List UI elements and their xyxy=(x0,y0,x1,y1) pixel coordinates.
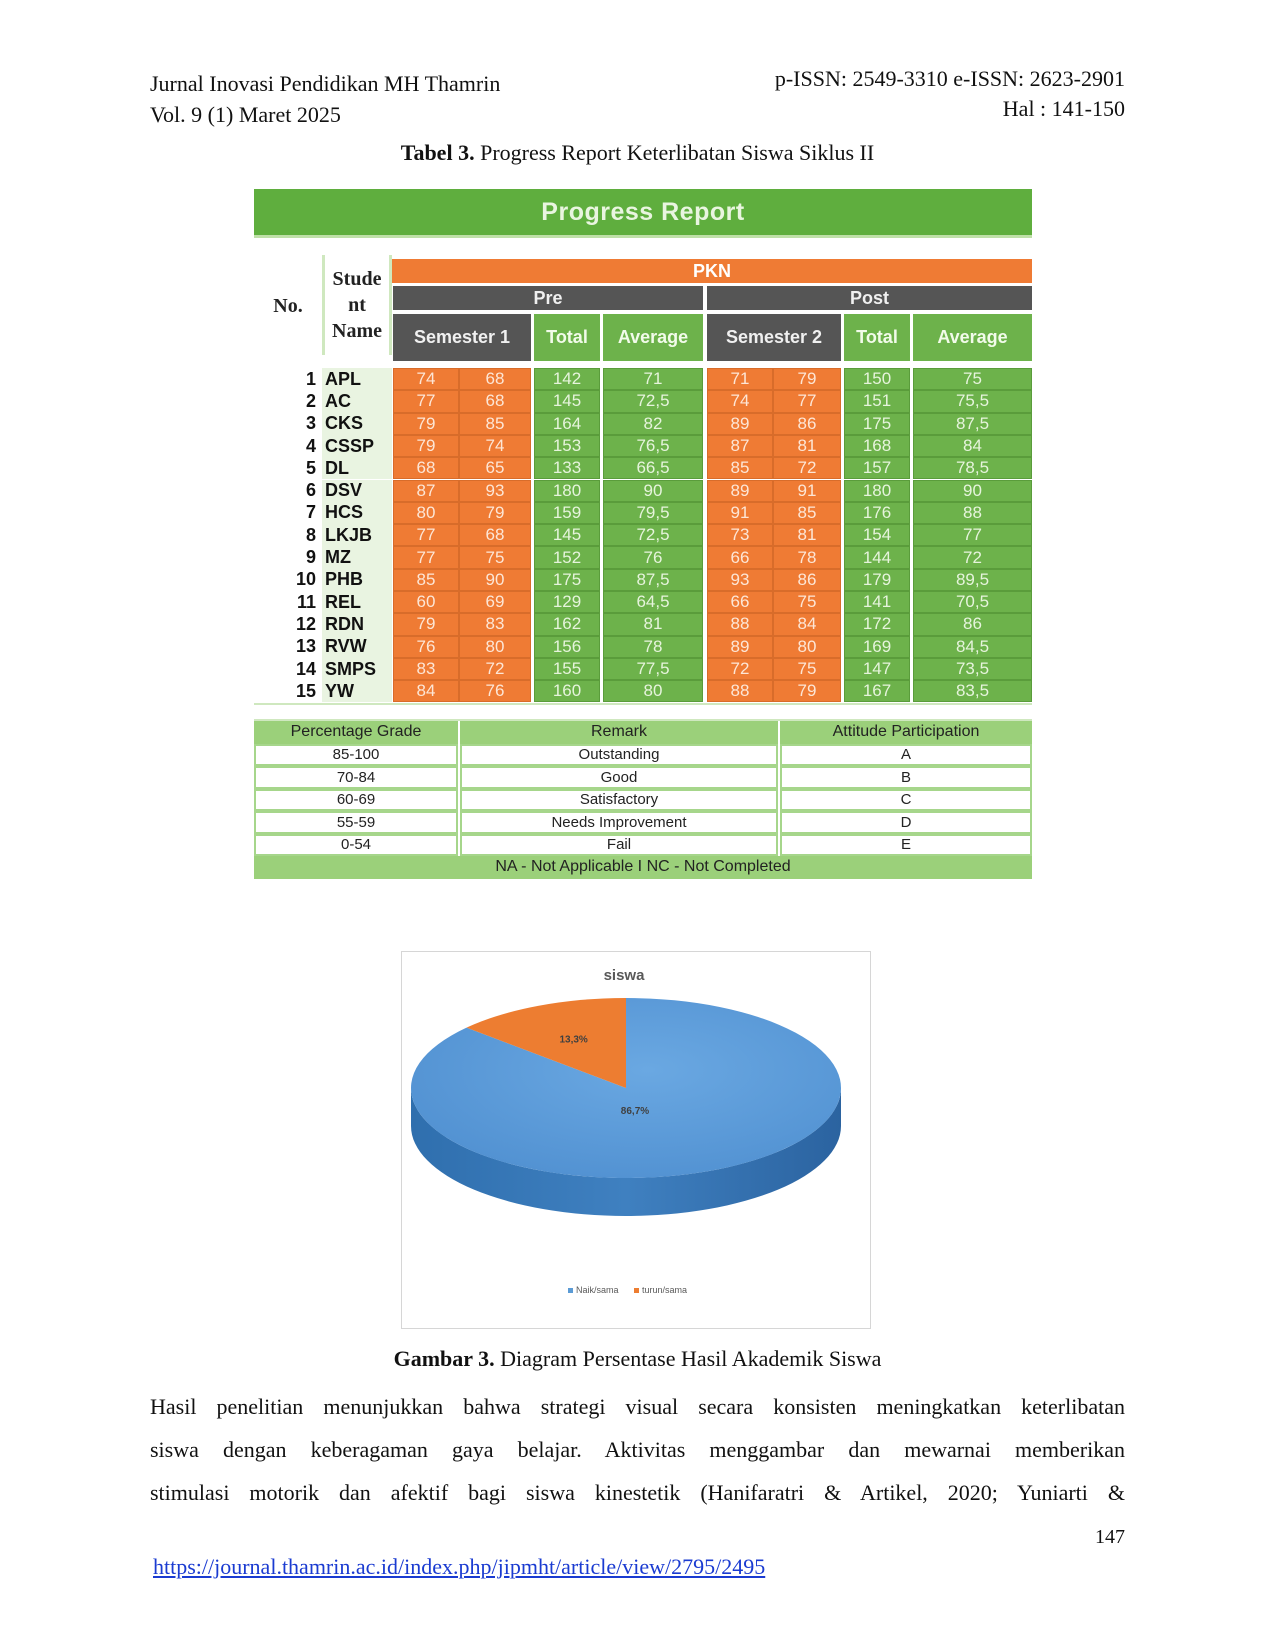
post-average: 77 xyxy=(913,524,1032,546)
row-number: 14 xyxy=(295,658,316,679)
semester1-score-b: 80 xyxy=(459,636,531,658)
pie-label-naik-sama: 86,7% xyxy=(620,1106,650,1118)
semester1-score-a: 77 xyxy=(393,524,459,546)
pre-total: 142 xyxy=(534,368,600,390)
semester2-score-a: 89 xyxy=(707,636,773,658)
semester1-score-a: 79 xyxy=(393,435,459,457)
pre-average: 72,5 xyxy=(603,524,703,546)
post-total-header: Total xyxy=(844,314,910,361)
report-banner: Progress Report xyxy=(254,189,1032,238)
row-number: 9 xyxy=(305,547,316,568)
semester2-score-a: 88 xyxy=(707,680,773,702)
semester1-score-a: 60 xyxy=(393,591,459,613)
attitude-participation-cell: D xyxy=(780,811,1032,834)
pre-total: 160 xyxy=(534,680,600,702)
paragraph-line-1: Hasil penelitian menunjukkan bahwa strategi visual secara konsisten meningkatkan keterlibatan xyxy=(150,1394,1125,1419)
semester1-score-a: 74 xyxy=(393,368,459,390)
pre-average: 80 xyxy=(603,680,703,702)
semester2-score-b: 80 xyxy=(773,636,841,658)
semester1-score-b: 69 xyxy=(459,591,531,613)
table-caption-text: Progress Report Keterlibatan Siswa Siklus II xyxy=(480,140,875,165)
student-name: MZ xyxy=(322,546,392,568)
pre-average: 76,5 xyxy=(603,435,703,457)
post-total: 151 xyxy=(844,390,910,412)
post-average: 78,5 xyxy=(913,457,1032,479)
pre-total: 133 xyxy=(534,457,600,479)
semester2-score-a: 89 xyxy=(707,480,773,502)
body-paragraph xyxy=(150,1385,1125,1514)
post-total: 144 xyxy=(844,546,910,568)
percentage-grade-cell: 55-59 xyxy=(254,811,458,834)
remark-cell: Needs Improvement xyxy=(460,811,778,834)
post-average: 70,5 xyxy=(913,591,1032,613)
pre-average: 82 xyxy=(603,413,703,435)
pre-average-header: Average xyxy=(603,314,703,361)
pre-average: 77,5 xyxy=(603,658,703,680)
semester1-score-b: 68 xyxy=(459,368,531,390)
semester2-score-b: 86 xyxy=(773,569,841,591)
pie-slices xyxy=(411,998,841,1216)
pre-average: 76 xyxy=(603,546,703,568)
student-name: DL xyxy=(322,457,392,479)
post-average: 83,5 xyxy=(913,680,1032,702)
semester2-score-a: 88 xyxy=(707,613,773,635)
pre-header: Pre xyxy=(393,286,703,310)
semester1-score-b: 65 xyxy=(459,457,531,479)
semester2-score-a: 74 xyxy=(707,390,773,412)
pre-average: 66,5 xyxy=(603,457,703,479)
percentage-grade-cell: 60-69 xyxy=(254,789,458,812)
semester2-score-b: 72 xyxy=(773,457,841,479)
semester1-score-b: 68 xyxy=(459,524,531,546)
student-name: RVW xyxy=(322,636,392,658)
post-header: Post xyxy=(707,286,1032,310)
pre-total: 145 xyxy=(534,524,600,546)
semester1-score-b: 90 xyxy=(459,569,531,591)
post-total: 150 xyxy=(844,368,910,390)
pre-total: 153 xyxy=(534,435,600,457)
percentage-grade-cell: 0-54 xyxy=(254,834,458,857)
pre-average: 90 xyxy=(603,480,703,502)
semester2-score-b: 91 xyxy=(773,480,841,502)
pie-chart xyxy=(401,951,871,1329)
post-total: 176 xyxy=(844,502,910,524)
semester2-score-a: 71 xyxy=(707,368,773,390)
semester2-score-b: 75 xyxy=(773,658,841,680)
semester1-score-a: 77 xyxy=(393,390,459,412)
student-name: DSV xyxy=(322,480,392,502)
semester2-score-a: 73 xyxy=(707,524,773,546)
row-number: 5 xyxy=(305,457,316,478)
post-average: 75 xyxy=(913,368,1032,390)
row-number: 2 xyxy=(305,390,316,411)
semester1-score-b: 74 xyxy=(459,435,531,457)
chart-title: siswa xyxy=(603,967,645,984)
pre-total-header: Total xyxy=(534,314,600,361)
row-number: 10 xyxy=(295,569,316,590)
name-header-line-1: Stude xyxy=(332,268,382,290)
semester1-score-a: 77 xyxy=(393,546,459,568)
semester2-score-a: 93 xyxy=(707,569,773,591)
student-name: HCS xyxy=(322,502,392,524)
remark-cell: Outstanding xyxy=(460,744,778,767)
pie-label-turun-sama: 13,3% xyxy=(559,1034,588,1046)
student-name: CSSP xyxy=(322,435,392,457)
post-total: 180 xyxy=(844,480,910,502)
semester1-score-a: 68 xyxy=(393,457,459,479)
post-average: 84,5 xyxy=(913,636,1032,658)
post-total: 154 xyxy=(844,524,910,546)
post-total: 169 xyxy=(844,636,910,658)
journal-pages: Hal : 141-150 xyxy=(1002,96,1125,121)
remark-cell: Satisfactory xyxy=(460,789,778,812)
semester2-score-a: 66 xyxy=(707,546,773,568)
post-average: 90 xyxy=(913,480,1032,502)
student-name: RDN xyxy=(322,613,392,635)
semester1-header: Semester 1 xyxy=(393,314,531,361)
pre-total: 180 xyxy=(534,480,600,502)
percentage-grade-cell: 70-84 xyxy=(254,766,458,789)
post-average: 73,5 xyxy=(913,658,1032,680)
attitude-participation-cell: B xyxy=(780,766,1032,789)
semester2-header: Semester 2 xyxy=(707,314,841,361)
progress-report-table xyxy=(254,189,1035,891)
pre-total: 162 xyxy=(534,613,600,635)
row-number: 11 xyxy=(296,591,316,612)
legend-footer: NA - Not Applicable I NC - Not Completed xyxy=(254,856,1032,879)
table-caption xyxy=(0,140,1275,166)
pre-total: 175 xyxy=(534,569,600,591)
pre-total: 159 xyxy=(534,502,600,524)
legend-label-0: Naik/sama xyxy=(576,1285,619,1295)
semester2-score-b: 85 xyxy=(773,502,841,524)
post-total: 168 xyxy=(844,435,910,457)
figure-caption-label: Gambar 3. xyxy=(393,1346,495,1371)
semester1-score-a: 85 xyxy=(393,569,459,591)
semester2-score-a: 89 xyxy=(707,413,773,435)
semester2-score-a: 66 xyxy=(707,591,773,613)
pre-average: 79,5 xyxy=(603,502,703,524)
pre-average: 64,5 xyxy=(603,591,703,613)
attitude-participation-cell: A xyxy=(780,744,1032,767)
article-url-link[interactable]: https://journal.thamrin.ac.id/index.php/jipmht/article/view/2795/2495 xyxy=(153,1554,766,1579)
name-header xyxy=(322,255,392,355)
semester2-score-b: 86 xyxy=(773,413,841,435)
semester2-score-b: 79 xyxy=(773,680,841,702)
semester2-score-b: 75 xyxy=(773,591,841,613)
post-total: 179 xyxy=(844,569,910,591)
semester2-score-a: 85 xyxy=(707,457,773,479)
pre-total: 155 xyxy=(534,658,600,680)
percentage-grade-cell: 85-100 xyxy=(254,744,458,767)
semester2-score-b: 77 xyxy=(773,390,841,412)
post-average: 86 xyxy=(913,613,1032,635)
post-total: 172 xyxy=(844,613,910,635)
student-name: CKS xyxy=(322,413,392,435)
semester1-score-b: 68 xyxy=(459,390,531,412)
post-average: 72 xyxy=(913,546,1032,568)
post-total: 141 xyxy=(844,591,910,613)
student-name: APL xyxy=(322,368,392,390)
pre-average: 72,5 xyxy=(603,390,703,412)
semester2-score-b: 78 xyxy=(773,546,841,568)
semester1-score-a: 79 xyxy=(393,613,459,635)
figure-caption-text: Diagram Persentase Hasil Akademik Siswa xyxy=(500,1346,882,1371)
semester2-score-b: 84 xyxy=(773,613,841,635)
paragraph-line-2: siswa dengan keberagaman gaya belajar. Aktivitas menggambar dan mewarnai memberikan xyxy=(150,1437,1125,1462)
page-number: 147 xyxy=(1095,1526,1125,1548)
semester1-score-b: 75 xyxy=(459,546,531,568)
student-name: LKJB xyxy=(322,524,392,546)
pre-average: 78 xyxy=(603,636,703,658)
student-name: PHB xyxy=(322,569,392,591)
semester2-score-a: 87 xyxy=(707,435,773,457)
student-name: AC xyxy=(322,390,392,412)
chart-legend xyxy=(568,1285,687,1295)
row-number: 15 xyxy=(295,680,316,701)
percentage-grade-header: Percentage Grade xyxy=(254,721,458,744)
subject-header: PKN xyxy=(392,259,1032,283)
figure-caption xyxy=(0,1346,1275,1372)
semester2-score-b: 81 xyxy=(773,435,841,457)
semester1-score-b: 79 xyxy=(459,502,531,524)
post-total: 175 xyxy=(844,413,910,435)
post-average: 75,5 xyxy=(913,390,1032,412)
pre-total: 156 xyxy=(534,636,600,658)
student-name: YW xyxy=(322,680,392,702)
row-number: 1 xyxy=(305,368,316,389)
semester1-score-a: 79 xyxy=(393,413,459,435)
semester1-score-b: 85 xyxy=(459,413,531,435)
row-number: 13 xyxy=(295,636,316,657)
remark-header: Remark xyxy=(460,721,778,744)
semester1-score-a: 76 xyxy=(393,636,459,658)
student-name: REL xyxy=(322,591,392,613)
pre-total: 145 xyxy=(534,390,600,412)
attitude-participation-cell: C xyxy=(780,789,1032,812)
row-number: 6 xyxy=(305,480,316,501)
legend-swatch-0 xyxy=(568,1288,573,1293)
attitude-participation-cell: E xyxy=(780,834,1032,857)
remark-cell: Good xyxy=(460,766,778,789)
row-number: 4 xyxy=(305,435,316,456)
semester2-score-b: 79 xyxy=(773,368,841,390)
name-header-line-2: nt xyxy=(348,294,366,316)
journal-volume: Vol. 9 (1) Maret 2025 xyxy=(150,102,341,127)
attitude-participation-header: Attitude Participation xyxy=(780,721,1032,744)
remark-cell: Fail xyxy=(460,834,778,857)
semester1-score-b: 76 xyxy=(459,680,531,702)
post-average: 84 xyxy=(913,435,1032,457)
post-total: 167 xyxy=(844,680,910,702)
row-number: 8 xyxy=(305,524,316,545)
pre-average: 87,5 xyxy=(603,569,703,591)
row-number: 7 xyxy=(305,502,316,523)
semester1-score-b: 93 xyxy=(459,480,531,502)
post-average: 87,5 xyxy=(913,413,1032,435)
post-average: 88 xyxy=(913,502,1032,524)
spacer-row xyxy=(254,703,1032,721)
legend-swatch-1 xyxy=(634,1288,639,1293)
row-number: 12 xyxy=(295,613,316,634)
journal-name: Jurnal Inovasi Pendidikan MH Thamrin xyxy=(150,71,501,96)
post-average: 89,5 xyxy=(913,569,1032,591)
no-header: No. xyxy=(273,295,303,317)
semester1-score-a: 87 xyxy=(393,480,459,502)
legend-label-1: turun/sama xyxy=(642,1285,688,1295)
student-name: SMPS xyxy=(322,658,392,680)
pre-average: 71 xyxy=(603,368,703,390)
row-number: 3 xyxy=(305,413,316,434)
paragraph-line-3: stimulasi motorik dan afektif bagi siswa kinestetik (Hanifaratri & Artikel, 2020; Yuniarti & xyxy=(150,1480,1125,1505)
semester2-score-a: 72 xyxy=(707,658,773,680)
name-header-line-3: Name xyxy=(332,320,382,342)
pre-total: 164 xyxy=(534,413,600,435)
post-total: 147 xyxy=(844,658,910,680)
semester2-score-a: 91 xyxy=(707,502,773,524)
semester1-score-b: 72 xyxy=(459,658,531,680)
table-caption-label: Tabel 3. xyxy=(400,140,475,165)
semester1-score-a: 84 xyxy=(393,680,459,702)
semester2-score-b: 81 xyxy=(773,524,841,546)
semester1-score-b: 83 xyxy=(459,613,531,635)
post-average-header: Average xyxy=(913,314,1032,361)
pre-total: 129 xyxy=(534,591,600,613)
pre-average: 81 xyxy=(603,613,703,635)
journal-issn: p-ISSN: 2549-3310 e-ISSN: 2623-2901 xyxy=(774,66,1125,91)
pre-total: 152 xyxy=(534,546,600,568)
semester1-score-a: 80 xyxy=(393,502,459,524)
pie-chart-svg xyxy=(402,952,870,1328)
semester1-score-a: 83 xyxy=(393,658,459,680)
post-total: 157 xyxy=(844,457,910,479)
